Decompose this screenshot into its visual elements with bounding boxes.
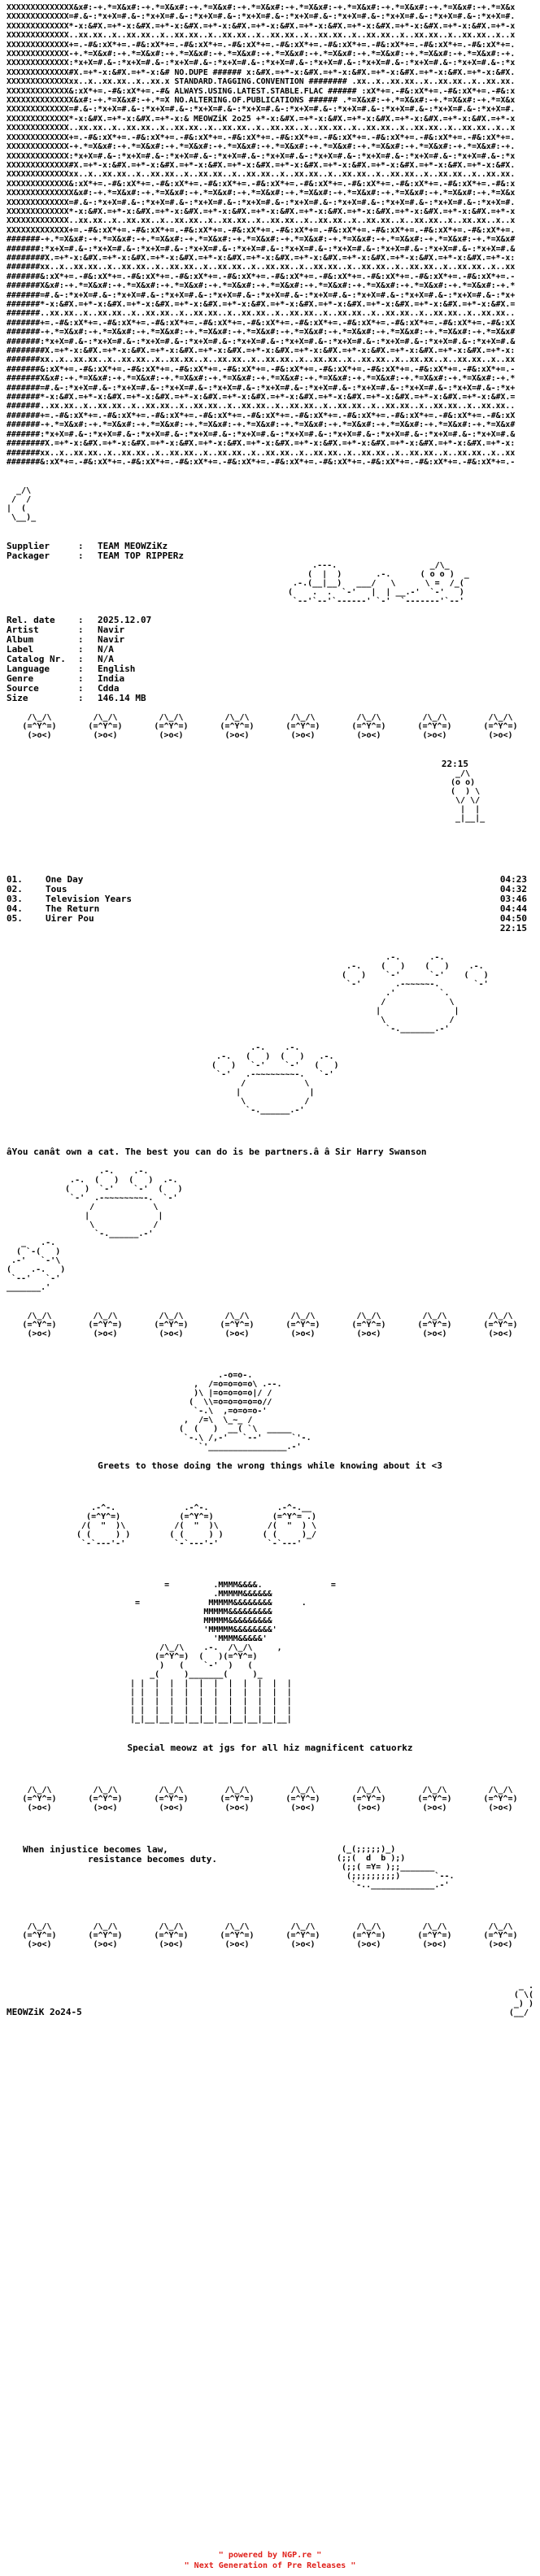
- cat-face-ascii: /\_/\ (=^Y^=) (>o<): [351, 1786, 386, 1812]
- track-duration: 04:50: [499, 913, 527, 924]
- cat-face-ascii: /\_/\ (=^Y^=) (>o<): [483, 1786, 518, 1812]
- release-info-label: Source: [7, 683, 39, 694]
- cat-face-ascii: /\_/\ (=^Y^=) (>o<): [154, 1922, 189, 1949]
- cat-face-ascii: /\_/\ (=^Y^=) (>o<): [417, 1922, 452, 1949]
- track-duration: 04:32: [499, 884, 527, 894]
- cat-faces-row-3: [7, 1786, 533, 1812]
- powered-by-footer: [0, 2550, 540, 2571]
- release-info-label: Album: [7, 634, 34, 645]
- cat-face-ascii: /\_/\ (=^Y^=) (>o<): [417, 1312, 452, 1338]
- three-cats-ascii-art: .-^-. .-^-. .-^-.__ (=^Y^=) (=^Y^=) (=^Y^= .) /( " )\ /( " )\ /( " ) \ ( ( ) ) ( ( ) ) ( ( )_/ `-`---'-' `-`---'-' `-`---': [76, 1503, 317, 1548]
- separator: :: [78, 541, 89, 551]
- total-time-top: 22:15: [441, 759, 468, 769]
- release-info-value: Navir: [98, 634, 125, 645]
- track-row: [7, 875, 527, 885]
- release-info-label: Catalog Nr.: [7, 654, 66, 664]
- cat-face-ascii: /\_/\ (=^Y^=) (>o<): [483, 1312, 518, 1338]
- packager-label: Packager: [7, 550, 50, 561]
- paw-ascii-art: _/\ / / | ( \__)_: [7, 486, 37, 522]
- separator: :: [78, 550, 89, 561]
- release-info-value: Navir: [98, 624, 125, 635]
- supplier-label: Supplier: [7, 541, 50, 551]
- cat-face-ascii: /\_/\ (=^Y^=) (>o<): [483, 713, 518, 740]
- cat-face-ascii: /\_/\ (=^Y^=) (>o<): [351, 1922, 386, 1949]
- separator: :: [78, 654, 89, 664]
- cat-face-ascii: /\_/\ (=^Y^=) (>o<): [88, 1312, 123, 1338]
- track-title: Uirer Pou: [46, 913, 94, 924]
- cat-tail-ascii-art: _ .-. ( `-( ) .-' `-'\ ( .-. ) `--' `-' _______.': [7, 1238, 66, 1292]
- release-info-label: Language: [7, 664, 50, 674]
- cat-face-ascii: /\_/\ (=^Y^=) (>o<): [285, 1786, 320, 1812]
- powered-line-1: " powered by NGP.re ": [218, 2551, 322, 2560]
- cat-face-ascii: /\_/\ (=^Y^=) (>o<): [285, 1922, 320, 1949]
- cat-faces-row-2: [7, 1312, 533, 1338]
- release-info-value: 2025.12.07: [98, 615, 152, 625]
- track-number: 03.: [7, 894, 23, 904]
- signature: MEOWZiK 2o24-5: [7, 2007, 82, 2017]
- release-info-value: 146.14 MB: [98, 693, 146, 703]
- release-info-value: English: [98, 664, 136, 674]
- track-title: The Return: [46, 903, 100, 914]
- injustice-line-1: When injustice becomes law,: [23, 1844, 168, 1855]
- track-title: Television Years: [46, 894, 132, 904]
- paw-print-ascii-art-2: .-. .-. .-. ( ) ( ) .-. ( ) `-' `-' ( ) `-' .-~~~~~~~~-. `-' / \ | | \ / `-.______.-': [211, 1043, 339, 1115]
- track-duration: 04:23: [499, 874, 527, 885]
- separator: :: [78, 693, 89, 703]
- cat-faces-row-4: [7, 1922, 533, 1949]
- injustice-section: [7, 1845, 533, 1890]
- track-title: One Day: [46, 874, 84, 885]
- cat-peek-ascii-art: _/\ (o o) ( ) \ \/ \/ | | _|__|_: [451, 769, 486, 823]
- cat-face-ascii: /\_/\ (=^Y^=) (>o<): [88, 1922, 123, 1949]
- footer-signature-row: [7, 1982, 533, 2017]
- release-info-label: Label: [7, 644, 34, 655]
- track-number: 04.: [7, 903, 23, 914]
- release-info-label: Artist: [7, 624, 39, 635]
- release-info-section: [7, 616, 533, 703]
- banner-ascii-art: XXXXXXXXXXXXXX&x#:-+.*=X&x#:-+.*=X&x#:-+.*=X&x#:-+.*=X&x#:-+.*=X&x#:-+.*=X&x#:-+.*=X&x#:-+.*=X&x#:-+.*=X&x XXXXXXXXXXXXX=#.&-:*x+X=#.&-:*x+X=#.&-:*x+X=#.&-:*x+X=#.&-:*x+X=#.&-:*x+X=#.&-:*x+X=#.&-:*x+X=#.&-:*x+X=#. XXXXXXXXXXXXX*-x:&#X.=+*-x:&#X.=+*-x:&#X.=+*-x:&#X.=+*-x:&#X.=+*-x:&#X.=+*-x:&#X.=+*-x:&#X.=+*-x:&#X.=+*-x XXXXXXXXXXXXX..xx.xx..x..xx.xx..x..xx.xx..x..xx.xx..x..xx.xx..x..xx.xx..x..xx.xx..x..xx.xx..x..xx.xx..x..x XXXXXXXXXXXXX+=.-#&:xX*+=.-#&:xX*+=.-#&:xX*+=.-#&:xX*+=.-#&:xX*+=.-#&:xX*+=.-#&:xX*+=.-#&:xX*+=.-#&:xX*+=. XXXXXXXXXXXXX-+.*=X&x#:-+.*=X&x#:-+.*=X&x#:-+.*=X&x#:-+.*=X&x#:-+.*=X&x#:-+.*=X&x#:-+.*=X&x#:-+.*=X&x#:-+. XXXXXXXXXXXXX:*x+X=#.&-:*x+X=#.&-:*x+X=#.&-:*x+X=#.&-:*x+X=#.&-:*x+X=#.&-:*x+X=#.&-:*x+X=#.&-:*x+X=#.&-:*x XXXXXXXXXXXXX#X.=+*-x:&#X.=+*-x:&# NO.DUPE ###### x:&#X.=+*-x:&#X.=+*-x:&#X.=+*-x:&#X.=+*-x:&#X.=+*-x:&#X. XXXXXXXXXXXXXxx..x..xx.xx..x..xx.x STANDARD.TAGGING.CONVENTION ######## .xx..x..xx.xx..x..xx.xx..x..xx.xx. XXXXXXXXXXXXX&:xX*+=.-#&:xX*+=.-#& ALWAYS.USING.LATEST.STABLE.FLAC ###### :xX*+=.-#&:xX*+=.-#&:xX*+=.-#&:x XXXXXXXXXXXXXX&x#:-+.*=X&x#:-+.*=X NO.ALTERING.OF.PUBLICATIONS ###### .*=X&x#:-+.*=X&x#:-+.*=X&x#:-+.*=X&x XXXXXXXXXXXXX=#.&-:*x+X=#.&-:*x+X=#.&-:*x+X=#.&-:*x+X=#.&-:*x+X=#.&-:*x+X=#.&-:*x+X=#.&-:*x+X=#.&-:*x+X=#. XXXXXXXXXXXXX*-x:&#X.=+*-x:&#X.=+*-x:& MEOWZiK 2o25 +*-x:&#X.=+*-x:&#X.=+*-x:&#X.=+*-x:&#X.=+*-x:&#X.=+*-x XXXXXXXXXXXXX..xx.xx..x..xx.xx..x..xx.xx..x..xx.xx..x..xx.xx..x..xx.xx..x..xx.xx..x..xx.xx..x..xx.xx..x..x XXXXXXXXXXXXX+=.-#&:xX*+=.-#&:xX*+=.-#&:xX*+=.-#&:xX*+=.-#&:xX*+=.-#&:xX*+=.-#&:xX*+=.-#&:xX*+=.-#&:xX*+=. XXXXXXXXXXXXX-+.*=X&x#:-+.*=X&x#:-+.*=X&x#:-+.*=X&x#:-+.*=X&x#:-+.*=X&x#:-+.*=X&x#:-+.*=X&x#:-+.*=X&x#:-+. XXXXXXXXXXXXX:*x+X=#.&-:*x+X=#.&-:*x+X=#.&-:*x+X=#.&-:*x+X=#.&-:*x+X=#.&-:*x+X=#.&-:*x+X=#.&-:*x+X=#.&-:*x XXXXXXXXXXXXX#X.=+*-x:&#X.=+*-x:&#X.=+*-x:&#X.=+*-x:&#X.=+*-x:&#X.=+*-x:&#X.=+*-x:&#X.=+*-x:&#X.=+*-x:&#X. XXXXXXXXXXXXXxx..x..xx.xx..x..xx.xx..x..xx.xx..x..xx.xx..x..xx.xx..x..xx.xx..x..xx.xx..x..xx.xx..x..xx.xx. XXXXXXXXXXXXX&:xX*+=.-#&:xX*+=.-#&:xX*+=.-#&:xX*+=.-#&:xX*+=.-#&:xX*+=.-#&:xX*+=.-#&:xX*+=.-#&:xX*+=.-#&:x XXXXXXXXXXXXXX&x#:-+.*=X&x#:-+.*=X&x#:-+.*=X&x#:-+.*=X&x#:-+.*=X&x#:-+.*=X&x#:-+.*=X&x#:-+.*=X&x#:-+.*=X&x XXXXXXXXXXXXX=#.&-:*x+X=#.&-:*x+X=#.&-:*x+X=#.&-:*x+X=#.&-:*x+X=#.&-:*x+X=#.&-:*x+X=#.&-:*x+X=#.&-:*x+X=#. XXXXXXXXXXXXX*-x:&#X.=+*-x:&#X.=+*-x:&#X.=+*-x:&#X.=+*-x:&#X.=+*-x:&#X.=+*-x:&#X.=+*-x:&#X.=+*-x:&#X.=+*-x XXXXXXXXXXXXX..xx.xx..x..xx.xx..x..xx.xx..x..xx.xx..x..xx.xx..x..xx.xx..x..xx.xx..x..xx.xx..x..xx.xx..x..x XXXXXXXXXXXXX+=.-#&:xX*+=.-#&:xX*+=.-#&:xX*+=.-#&:xX*+=.-#&:xX*+=.-#&:xX*+=.-#&:xX*+=.-#&:xX*+=.-#&:xX*+=. #######-+.*=X&x#:-+.*=X&x#:-+.*=X&x#:-+.*=X&x#:-+.*=X&x#:-+.*=X&x#:-+.*=X&x#:-+.*=X&x#:-+.*=X&x#:-+.*=X&x# #######:*x+X=#.&-:*x+X=#.&-:*x+X=#.&-:*x+X=#.&-:*x+X=#.&-:*x+X=#.&-:*x+X=#.&-:*x+X=#.&-:*x+X=#.&-:*x+X=#.& ########X.=+*-x:&#X.=+*-x:&#X.=+*-x:&#X.=+*-x:&#X.=+*-x:&#X.=+*-x:&#X.=+*-x:&#X.=+*-x:&#X.=+*-x:&#X.=+*-x: #######xx..x..xx.xx..x..xx.xx..x..xx.xx..x..xx.xx..x..xx.xx..x..xx.xx..x..xx.xx..x..xx.xx..x..xx.xx..x..xx #######&:xX*+=.-#&:xX*+=.-#&:xX*+=.-#&:xX*+=.-#&:xX*+=.-#&:xX*+=.-#&:xX*+=.-#&:xX*+=.-#&:xX*+=.-#&:xX*+=.- #######X&x#:-+.*=X&x#:-+.*=X&x#:-+.*=X&x#:-+.*=X&x#:-+.*=X&x#:-+.*=X&x#:-+.*=X&x#:-+.*=X&x#:-+.*=X&x#:-+.* #######=#.&-:*x+X=#.&-:*x+X=#.&-:*x+X=#.&-:*x+X=#.&-:*x+X=#.&-:*x+X=#.&-:*x+X=#.&-:*x+X=#.&-:*x+X=#.&-:*x+ #######*-x:&#X.=+*-x:&#X.=+*-x:&#X.=+*-x:&#X.=+*-x:&#X.=+*-x:&#X.=+*-x:&#X.=+*-x:&#X.=+*-x:&#X.=+*-x:&#X.= #######..xx.xx..x..xx.xx..x..xx.xx..x..xx.xx..x..xx.xx..x..xx.xx..x..xx.xx..x..xx.xx..x..xx.xx..x..xx.xx.. #######+=.-#&:xX*+=.-#&:xX*+=.-#&:xX*+=.-#&:xX*+=.-#&:xX*+=.-#&:xX*+=.-#&:xX*+=.-#&:xX*+=.-#&:xX*+=.-#&:xX #######-+.*=X&x#:-+.*=X&x#:-+.*=X&x#:-+.*=X&x#:-+.*=X&x#:-+.*=X&x#:-+.*=X&x#:-+.*=X&x#:-+.*=X&x#:-+.*=X&x# #######:*x+X=#.&-:*x+X=#.&-:*x+X=#.&-:*x+X=#.&-:*x+X=#.&-:*x+X=#.&-:*x+X=#.&-:*x+X=#.&-:*x+X=#.&-:*x+X=#.& ########X.=+*-x:&#X.=+*-x:&#X.=+*-x:&#X.=+*-x:&#X.=+*-x:&#X.=+*-x:&#X.=+*-x:&#X.=+*-x:&#X.=+*-x:&#X.=+*-x: #######xx..x..xx.xx..x..xx.xx..x..xx.xx..x..xx.xx..x..xx.xx..x..xx.xx..x..xx.xx..x..xx.xx..x..xx.xx..x..xx #######&:xX*+=.-#&:xX*+=.-#&:xX*+=.-#&:xX*+=.-#&:xX*+=.-#&:xX*+=.-#&:xX*+=.-#&:xX*+=.-#&:xX*+=.-#&:xX*+=.- #######X&x#:-+.*=X&x#:-+.*=X&x#:-+.*=X&x#:-+.*=X&x#:-+.*=X&x#:-+.*=X&x#:-+.*=X&x#:-+.*=X&x#:-+.*=X&x#:-+.* #######=#.&-:*x+X=#.&-:*x+X=#.&-:*x+X=#.&-:*x+X=#.&-:*x+X=#.&-:*x+X=#.&-:*x+X=#.&-:*x+X=#.&-:*x+X=#.&-:*x+ #######*-x:&#X.=+*-x:&#X.=+*-x:&#X.=+*-x:&#X.=+*-x:&#X.=+*-x:&#X.=+*-x:&#X.=+*-x:&#X.=+*-x:&#X.=+*-x:&#X.= #######..xx.xx..x..xx.xx..x..xx.xx..x..xx.xx..x..xx.xx..x..xx.xx..x..xx.xx..x..xx.xx..x..xx.xx..x..xx.xx.. #######+=.-#&:xX*+=.-#&:xX*+=.-#&:xX*+=.-#&:xX*+=.-#&:xX*+=.-#&:xX*+=.-#&:xX*+=.-#&:xX*+=.-#&:xX*+=.-#&:xX #######-+.*=X&x#:-+.*=X&x#:-+.*=X&x#:-+.*=X&x#:-+.*=X&x#:-+.*=X&x#:-+.*=X&x#:-+.*=X&x#:-+.*=X&x#:-+.*=X&x# #######:*x+X=#.&-:*x+X=#.&-:*x+X=#.&-:*x+X=#.&-:*x+X=#.&-:*x+X=#.&-:*x+X=#.&-:*x+X=#.&-:*x+X=#.&-:*x+X=#.& ########X.=+*-x:&#X.=+*-x:&#X.=+*-x:&#X.=+*-x:&#X.=+*-x:&#X.=+*-x:&#X.=+*-x:&#X.=+*-x:&#X.=+*-x:&#X.=+*-x: #######xx..x..xx.xx..x..xx.xx..x..xx.xx..x..xx.xx..x..xx.xx..x..xx.xx..x..xx.xx..x..xx.xx..x..xx.xx..x..xx #######&:xX*+=.-#&:xX*+=.-#&:xX*+=.-#&:xX*+=.-#&:xX*+=.-#&:xX*+=.-#&:xX*+=.-#&:xX*+=.-#&:xX*+=.-#&:xX*+=.-: [7, 3, 516, 467]
- track-number: 01.: [7, 874, 23, 885]
- track-number: 05.: [7, 913, 23, 924]
- injustice-line-2: resistance becomes duty.: [88, 1854, 217, 1865]
- cats-in-fence-ascii-art: = .MMMM&&&&. = .MMMMM&&&&&& = MMMMM&&&&&&&& . MMMMM&&&&&&&&& MMMMM&&&&&&&&& 'MMMMM&&&&&&&&' 'MMMM&&&&&' /\_/\ .-. /\_/\ , (=^Y^=) ( )(=^Y^=) ) ( `-' ) ( _( )_______( )_ | | | | | | | | | | | | | | | | | | | | | | | | | | | | | | | | | | | | | | | | | | | | | | | | |_|__|__|__|__|__|__|__|__|__|__|: [130, 1581, 336, 1724]
- cat-faces-row: [7, 713, 533, 740]
- separator: :: [78, 615, 89, 625]
- cat-lying-ascii-art: (_(;;;;;)_) (;;( d b );) (;;( =Y= );;_______ (;;;;;;;;;) `--. `-.._____________.-': [337, 1845, 455, 1890]
- release-info-value: N/A: [98, 654, 114, 664]
- cat-face-ascii: /\_/\ (=^Y^=) (>o<): [154, 1786, 189, 1812]
- supplier-section: [7, 542, 533, 561]
- paw-corner-ascii-art: _ . ( \( _) ) (__/: [508, 1982, 533, 2017]
- track-duration: 04:44: [499, 903, 527, 914]
- release-info-label: Size: [7, 693, 28, 703]
- injustice-text: [23, 1845, 332, 1865]
- track-duration: 03:46: [499, 894, 527, 904]
- cat-face-ascii: /\_/\ (=^Y^=) (>o<): [351, 713, 386, 740]
- track-title: Tous: [46, 884, 68, 894]
- cat-face-ascii: /\_/\ (=^Y^=) (>o<): [22, 1786, 57, 1812]
- separator: :: [78, 644, 89, 655]
- supplier-value: TEAM MEOWZiKz: [98, 541, 168, 551]
- cat-face-ascii: /\_/\ (=^Y^=) (>o<): [22, 1312, 57, 1338]
- cat-face-ascii: /\_/\ (=^Y^=) (>o<): [351, 1312, 386, 1338]
- separator: :: [78, 683, 89, 694]
- paw-print-ascii-art-3: .-. .-. .-. ( ) ( ) .-. ( ) `-' `-' ( ) `-' .-~~~~~~~~-. `-' / \ | | \ / `-.______.-': [65, 1167, 183, 1238]
- cat-face-ascii: /\_/\ (=^Y^=) (>o<): [220, 1786, 255, 1812]
- separator: :: [78, 634, 89, 645]
- cat-face-ascii: /\_/\ (=^Y^=) (>o<): [88, 1786, 123, 1812]
- release-info-row: [7, 694, 533, 703]
- cat-face-ascii: /\_/\ (=^Y^=) (>o<): [220, 1312, 255, 1338]
- cat-face-ascii: /\_/\ (=^Y^=) (>o<): [220, 1922, 255, 1949]
- paw-print-ascii-art-1: .-. .-. .-. ( ) ( ) .-. ( ) `-' `-' ( ) `-' .-~~~~~-. `-' .' `. / \ | | \ / `-._______.-': [342, 953, 489, 1033]
- track-row: [7, 914, 527, 924]
- total-time-row: [7, 924, 533, 933]
- cat-face-ascii: /\_/\ (=^Y^=) (>o<): [220, 713, 255, 740]
- nfo-document: [7, 3, 533, 2017]
- cat-face-ascii: /\_/\ (=^Y^=) (>o<): [285, 713, 320, 740]
- cat-face-ascii: /\_/\ (=^Y^=) (>o<): [154, 1312, 189, 1338]
- cat-face-ascii: /\_/\ (=^Y^=) (>o<): [285, 1312, 320, 1338]
- total-time: 22:15: [499, 923, 527, 933]
- separator: :: [78, 624, 89, 635]
- cat-sleeping-ascii-art: .-o=o-. , /=o=o=o=o\ .--. )\ |=o=o=o=o|/ / ( \\=o=o=o=o=o// `-.\ ,=o=o=o-' , /=\ \_~_ / ( ( ) __( `\ _____ `-.\ /,-' `--' `'-. `'________________.-': [179, 1371, 311, 1451]
- cat-face-ascii: /\_/\ (=^Y^=) (>o<): [22, 1922, 57, 1949]
- special-thanks-line: Special meowz at jgs for all hiz magnificent catuorkz: [127, 1743, 413, 1753]
- cat-face-ascii: /\_/\ (=^Y^=) (>o<): [417, 1786, 452, 1812]
- tracklist: [7, 875, 533, 924]
- cat-quote: âYou canât own a cat. The best you can do is be partners.â â Sir Harry Swanson: [7, 1147, 427, 1157]
- separator: :: [78, 664, 89, 674]
- powered-line-2: " Next Generation of Pre Releases ": [184, 2561, 356, 2570]
- greets-line: Greets to those doing the wrong things while knowing about it <3: [98, 1460, 442, 1471]
- release-info-value: N/A: [98, 644, 114, 655]
- release-info-label: Rel. date: [7, 615, 55, 625]
- total-time-top-row: [7, 759, 533, 769]
- cat-face-ascii: /\_/\ (=^Y^=) (>o<): [22, 713, 57, 740]
- release-info-value: Cdda: [98, 683, 120, 694]
- cat-hiding-ascii-art: .---. _/\_ ( | ) .-. ( o o ) _ .-.(__|__) ___/ \ \ = /_( ( . . `-' | | __.-' `-' ) `--'`--'`------' `-' `-------'`--': [288, 561, 469, 606]
- cat-face-ascii: /\_/\ (=^Y^=) (>o<): [417, 713, 452, 740]
- track-number: 02.: [7, 884, 23, 894]
- cat-face-ascii: /\_/\ (=^Y^=) (>o<): [154, 713, 189, 740]
- release-info-label: Genre: [7, 673, 34, 684]
- separator: :: [78, 673, 89, 684]
- cat-face-ascii: /\_/\ (=^Y^=) (>o<): [483, 1922, 518, 1949]
- packager-value: TEAM TOP RIPPERz: [98, 550, 184, 561]
- release-info-value: India: [98, 673, 125, 684]
- cat-face-ascii: /\_/\ (=^Y^=) (>o<): [88, 713, 123, 740]
